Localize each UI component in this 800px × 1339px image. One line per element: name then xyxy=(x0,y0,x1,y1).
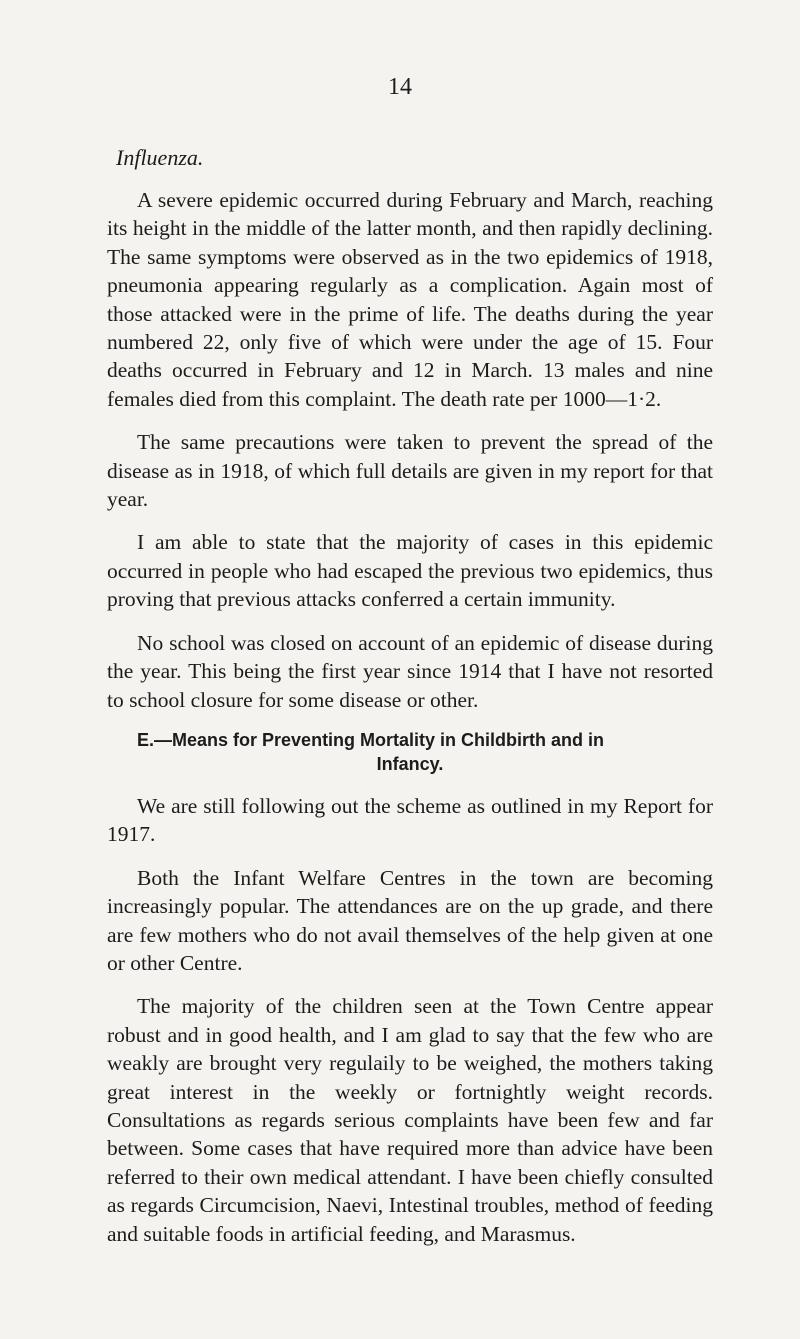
page-number: 14 xyxy=(388,74,412,100)
subheading-line-2: Infancy. xyxy=(376,753,444,774)
paragraph-epidemic: A severe epidemic occurred during February and March, reaching its height in the middle of the latter month, and then rapidly declining. The same symptoms were observed as in the two epidemics of 1918, pneumonia appearing regularly as a complication. Again most of those attacked were in the prime of life. The deaths during the year numbered 22, only five of which were under the age of 15. Four deaths occurred in February and 12 in March. 13 males and nine females died from this complaint. The death rate per 1000—1·2. xyxy=(107,188,713,411)
paragraph-town-centre: The majority of the children seen at the Town Centre appear robust and in good health, and I am glad to say that the few who are weakly are brought very regulaily to be weighed, the mothers taking great interest in the weekly or fortnightly weight records. Consultations as regards serious complaints have been few and far between. Some cases that have required more than advice have been referred to their own medical attendant. I have been chiefly consulted as regards Circumcision, Naevi, Intestinal troubles, method of feeding and suitable foods in artificial feeding, and Marasmus. xyxy=(107,994,713,1246)
subheading-childbirth-infancy xyxy=(107,728,713,776)
paragraph-precautions: The same precautions were taken to prevent the spread of the disease as in 1918, of which full details are given in my report for that year. xyxy=(107,430,713,512)
section-title-influenza: Influenza. xyxy=(116,145,204,170)
paragraph-school-closure: No school was closed on account of an epidemic of disease during the year. This being the first year since 1914 that I have not resorted to school closure for some disease or other. xyxy=(107,630,713,712)
subheading-line-1: E.—Means for Preventing Mortality in Childbirth and in xyxy=(137,729,605,750)
paragraph-welfare-centres: Both the Infant Welfare Centres in the town are becoming increasingly popular. The attendances are on the up grade, and there are few mothers who do not avail themselves of the help given at one or other Centre. xyxy=(107,865,713,975)
paragraph-scheme: We are still following out the scheme as outlined in my Report for 1917. xyxy=(107,793,713,847)
body-text xyxy=(107,186,713,1263)
paragraph-immunity: I am able to state that the majority of cases in this epidemic occurred in people who had escaped the previous two epidemics, thus proving that previous attacks conferred a certain immunity. xyxy=(107,530,713,612)
